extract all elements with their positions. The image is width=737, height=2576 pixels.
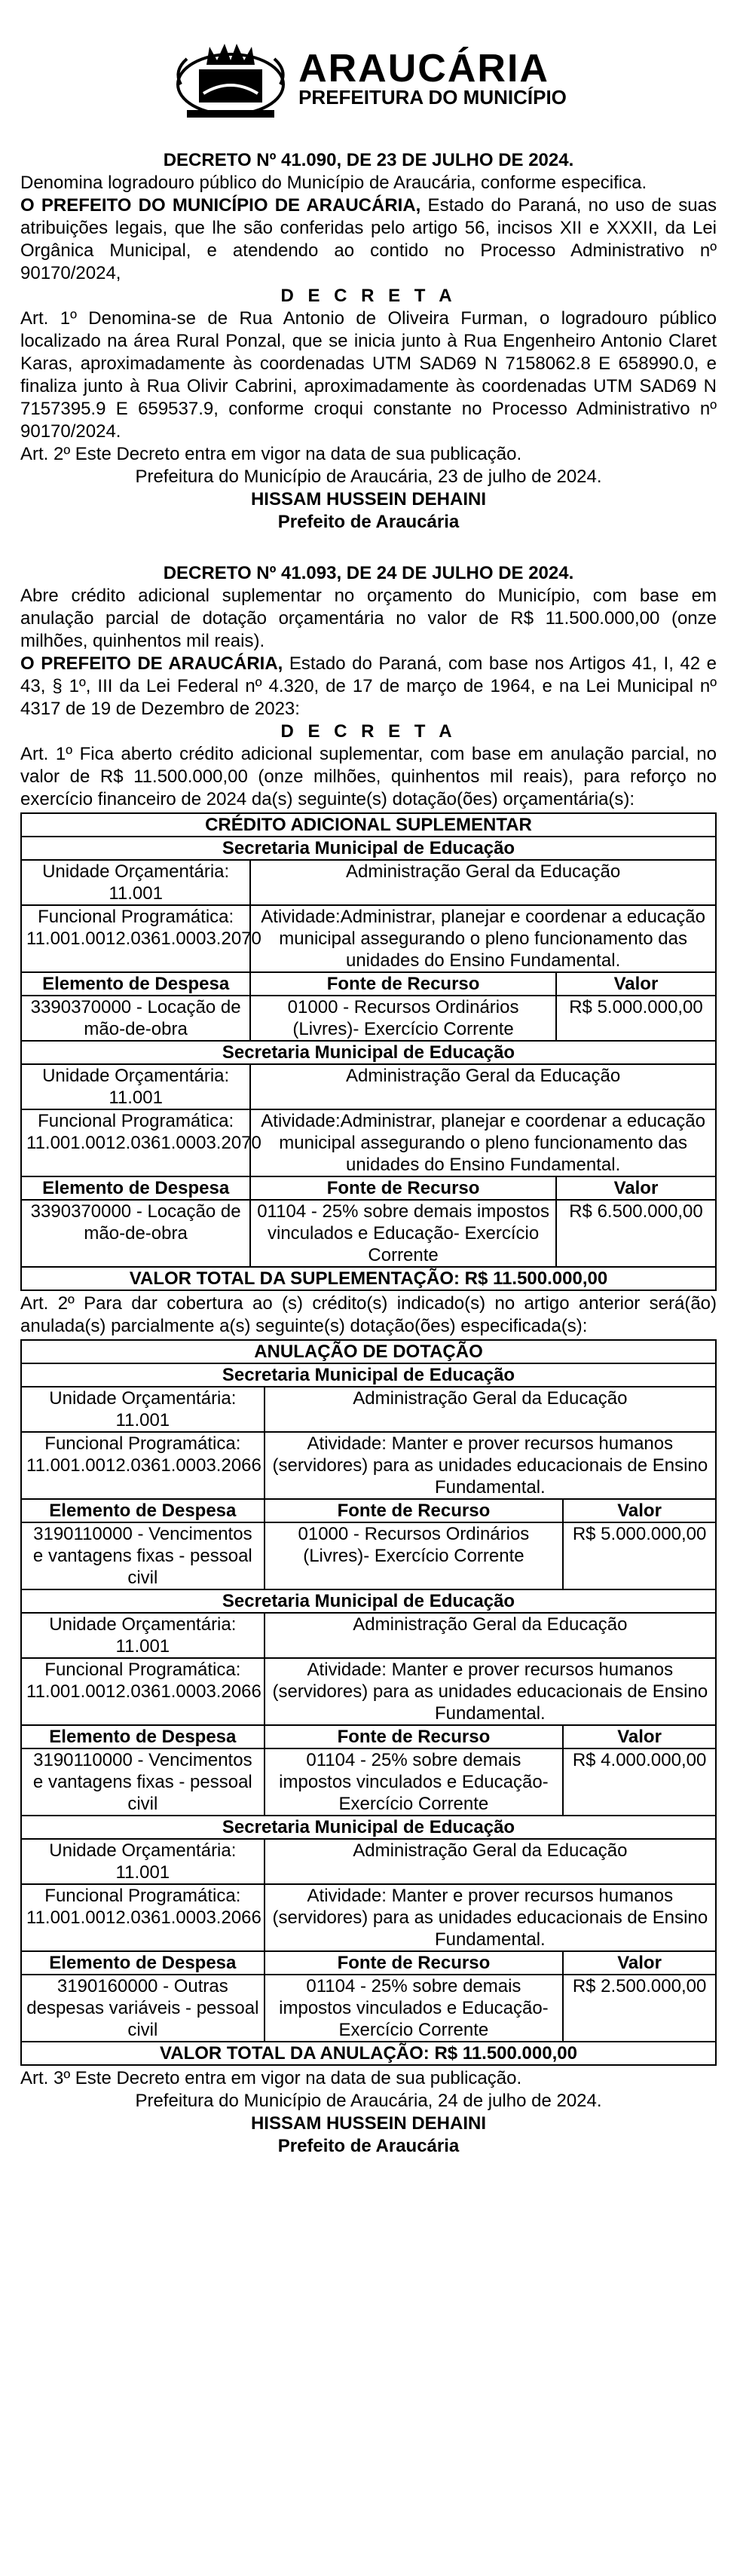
anul-b2-unidade-value: Administração Geral da Educação — [265, 1613, 716, 1658]
supl-b1-fonte-header: Fonte de Recurso — [250, 972, 556, 996]
supl-b2-valor-header: Valor — [556, 1176, 716, 1200]
supl-total: VALOR TOTAL DA SUPLEMENTAÇÃO: R$ 11.500.000,00 — [21, 1267, 716, 1290]
supl-b1-valor: R$ 5.000.000,00 — [556, 996, 716, 1041]
decree2-art3: Art. 3º Este Decreto entra em vigor na data de sua publicação. — [20, 2068, 522, 2088]
supl-b1-secretaria: Secretaria Municipal de Educação — [21, 837, 716, 860]
anul-b2-atividade: Atividade: Manter e prover recursos humanos (servidores) para as unidades educacionais de Ensino Fundamental. — [265, 1658, 716, 1725]
supl-b2-fonte: 01104 - 25% sobre demais impostos vinculados e Educação- Exercício Corrente — [250, 1200, 556, 1267]
supl-b2-secretaria: Secretaria Municipal de Educação — [21, 1041, 716, 1064]
decree2-place-date: Prefeitura do Município de Araucária, 24 de julho de 2024. — [135, 2091, 602, 2111]
anul-b3-funcional: Funcional Programática: 11.001.0012.0361.0003.2066 — [21, 1884, 265, 1951]
decree2-preamble — [20, 653, 717, 720]
supl-b2-funcional: Funcional Programática: 11.001.0012.0361.0003.2070 — [21, 1109, 250, 1176]
anul-b1-unidade: Unidade Orçamentária: 11.001 — [21, 1387, 265, 1432]
supl-b2-atividade: Atividade:Administrar, planejar e coordenar a educação municipal assegurando o pleno funcionamento das unidades do Ensino Fundamental. — [250, 1109, 716, 1176]
decree1-decreta: D E C R E T A — [280, 286, 457, 306]
anul-table — [20, 1339, 717, 2066]
anul-b1-valor: R$ 5.000.000,00 — [563, 1522, 716, 1589]
anul-b3-atividade: Atividade: Manter e prover recursos humanos (servidores) para as unidades educacionais de Ensino Fundamental. — [265, 1884, 716, 1951]
anul-b3-valor: R$ 2.500.000,00 — [563, 1975, 716, 2042]
decree2-role: Prefeito de Araucária — [277, 2136, 460, 2156]
decree2-signer: HISSAM HUSSEIN DEHAINI — [250, 2113, 487, 2134]
decree2-ementa: Abre crédito adicional suplementar no orçamento do Município, com base em anulação parcial de dotação orçamentária no valor de R$ 11.500.000,00 (onze milhões, quinhentos mil reais). — [20, 586, 717, 651]
anul-b3-unidade-value: Administração Geral da Educação — [265, 1839, 716, 1884]
anul-b3-fonte-header: Fonte de Recurso — [265, 1951, 563, 1975]
anul-b2-elemento-header: Elemento de Despesa — [21, 1725, 265, 1748]
header — [20, 38, 717, 121]
decree2-art1: Art. 1º Fica aberto crédito adicional suplementar, com base em anulação parcial, no valor de R$ 11.500.000,00 (onze milhões, quinhentos mil reais), para reforço no exercício financeiro de 2024 da(s) seguinte(s) dotação(ões) orçamentária(s): — [20, 744, 717, 809]
supl-b1-unidade-value: Administração Geral da Educação — [250, 860, 716, 905]
decree1-role: Prefeito de Araucária — [277, 512, 460, 532]
decree1-art1: Art. 1º Denomina-se de Rua Antonio de Oliveira Furman, o logradouro público localizado na área Rural Ponzal, que se inicia junto à Rua Engenheiro Antonio Claret Karas, aproximadamente às coordenadas UTM SAD69 N 7158062.8 E 658990.0, e finaliza junto à Rua Olivir Cabrini, aproximadamente às coordenadas UTM SAD69 N 7157395.9 E 659537.9, conforme croqui constante no Processo Administrativo nº 90170/2024. — [20, 308, 717, 442]
anul-b1-elemento-header: Elemento de Despesa — [21, 1499, 265, 1522]
anul-b1-fonte: 01000 - Recursos Ordinários (Livres)- Exercício Corrente — [265, 1522, 563, 1589]
supl-b2-unidade: Unidade Orçamentária: 11.001 — [21, 1064, 250, 1109]
supl-b2-elemento: 3390370000 - Locação de mão-de-obra — [21, 1200, 250, 1267]
decree1-preamble — [20, 194, 717, 285]
supl-b1-valor-header: Valor — [556, 972, 716, 996]
anul-b3-unidade: Unidade Orçamentária: 11.001 — [21, 1839, 265, 1884]
supl-b2-unidade-value: Administração Geral da Educação — [250, 1064, 716, 1109]
supl-b1-fonte: 01000 - Recursos Ordinários (Livres)- Exercício Corrente — [250, 996, 556, 1041]
anul-b2-fonte-header: Fonte de Recurso — [265, 1725, 563, 1748]
supl-b2-fonte-header: Fonte de Recurso — [250, 1176, 556, 1200]
city-seal-icon — [170, 38, 291, 121]
anul-total: VALOR TOTAL DA ANULAÇÃO: R$ 11.500.000,00 — [21, 2042, 716, 2065]
gazette-page — [20, 0, 717, 2158]
supl-b1-atividade: Atividade:Administrar, planejar e coordenar a educação municipal assegurando o pleno funcionamento das unidades do Ensino Fundamental. — [250, 905, 716, 972]
supl-heading: CRÉDITO ADICIONAL SUPLEMENTAR — [21, 813, 716, 837]
anul-b1-atividade: Atividade: Manter e prover recursos humanos (servidores) para as unidades educacionais de Ensino Fundamental. — [265, 1432, 716, 1499]
decree1-ementa: Denomina logradouro público do Município de Araucária, conforme especifica. — [20, 173, 647, 193]
anul-b1-elemento: 3190110000 - Vencimentos e vantagens fixas - pessoal civil — [21, 1522, 265, 1589]
decree2-preamble-bold: O PREFEITO DE ARAUCÁRIA, — [20, 653, 283, 674]
anul-b1-valor-header: Valor — [563, 1499, 716, 1522]
city-name: ARAUCÁRIA — [298, 47, 549, 90]
anul-heading: ANULAÇÃO DE DOTAÇÃO — [21, 1340, 716, 1363]
decree2-title: DECRETO Nº 41.093, DE 24 DE JULHO DE 2024. — [163, 563, 574, 583]
anul-b1-funcional: Funcional Programática: 11.001.0012.0361.0003.2066 — [21, 1432, 265, 1499]
supl-b2-elemento-header: Elemento de Despesa — [21, 1176, 250, 1200]
supl-b1-unidade: Unidade Orçamentária: 11.001 — [21, 860, 250, 905]
decree1-preamble-rest: Estado do Paraná, no uso de suas atribuições legais, que lhe são conferidas pelo artigo 56, incisos XII e XXXII, da Lei Orgânica Municipal, e atendendo ao contido no Processo Administrativo nº 90170/2024, — [20, 195, 717, 283]
decree1-title: DECRETO Nº 41.090, DE 23 DE JULHO DE 2024. — [163, 150, 574, 170]
anul-b2-funcional: Funcional Programática: 11.001.0012.0361.0003.2066 — [21, 1658, 265, 1725]
anul-b3-valor-header: Valor — [563, 1951, 716, 1975]
decree1-art2: Art. 2º Este Decreto entra em vigor na data de sua publicação. — [20, 444, 522, 464]
decree2-decreta: D E C R E T A — [280, 721, 457, 742]
prefeitura-subtitle: PREFEITURA DO MUNICÍPIO — [298, 86, 567, 109]
supl-b1-elemento: 3390370000 - Locação de mão-de-obra — [21, 996, 250, 1041]
anul-b3-secretaria: Secretaria Municipal de Educação — [21, 1816, 716, 1839]
anul-b2-secretaria: Secretaria Municipal de Educação — [21, 1589, 716, 1613]
anul-b2-unidade: Unidade Orçamentária: 11.001 — [21, 1613, 265, 1658]
decree1-preamble-bold: O PREFEITO DO MUNICÍPIO DE ARAUCÁRIA, — [20, 195, 421, 216]
anul-b2-valor: R$ 4.000.000,00 — [563, 1748, 716, 1816]
anul-b2-elemento: 3190110000 - Vencimentos e vantagens fixas - pessoal civil — [21, 1748, 265, 1816]
decree2-art2: Art. 2º Para dar cobertura ao (s) crédito(s) indicado(s) no artigo anterior será(ão) anulada(s) parcialmente a(s) seguinte(s) dotação(ões) especificada(s): — [20, 1293, 717, 1336]
supl-b1-elemento-header: Elemento de Despesa — [21, 972, 250, 996]
anul-b1-secretaria: Secretaria Municipal de Educação — [21, 1363, 716, 1387]
decree1-signer: HISSAM HUSSEIN DEHAINI — [250, 489, 487, 509]
anul-b1-unidade-value: Administração Geral da Educação — [265, 1387, 716, 1432]
decree1-place-date: Prefeitura do Município de Araucária, 23 de julho de 2024. — [135, 467, 602, 487]
anul-b3-fonte: 01104 - 25% sobre demais impostos vinculados e Educação- Exercício Corrente — [265, 1975, 563, 2042]
supl-b1-funcional: Funcional Programática: 11.001.0012.0361.0003.2070 — [21, 905, 250, 972]
supl-table — [20, 812, 717, 1291]
anul-b2-valor-header: Valor — [563, 1725, 716, 1748]
anul-b3-elemento: 3190160000 - Outras despesas variáveis - pessoal civil — [21, 1975, 265, 2042]
anul-b2-fonte: 01104 - 25% sobre demais impostos vinculados e Educação- Exercício Corrente — [265, 1748, 563, 1816]
anul-b3-elemento-header: Elemento de Despesa — [21, 1951, 265, 1975]
decree2-preamble-rest: Estado do Paraná, com base nos Artigos 41, I, 42 e 43, § 1º, III da Lei Federal nº 4.320, de 17 de março de 1964, e na Lei Municipal nº 4317 de 19 de Dezembro de 2023: — [20, 653, 717, 719]
anul-b1-fonte-header: Fonte de Recurso — [265, 1499, 563, 1522]
supl-b2-valor: R$ 6.500.000,00 — [556, 1200, 716, 1267]
brand — [298, 47, 567, 109]
